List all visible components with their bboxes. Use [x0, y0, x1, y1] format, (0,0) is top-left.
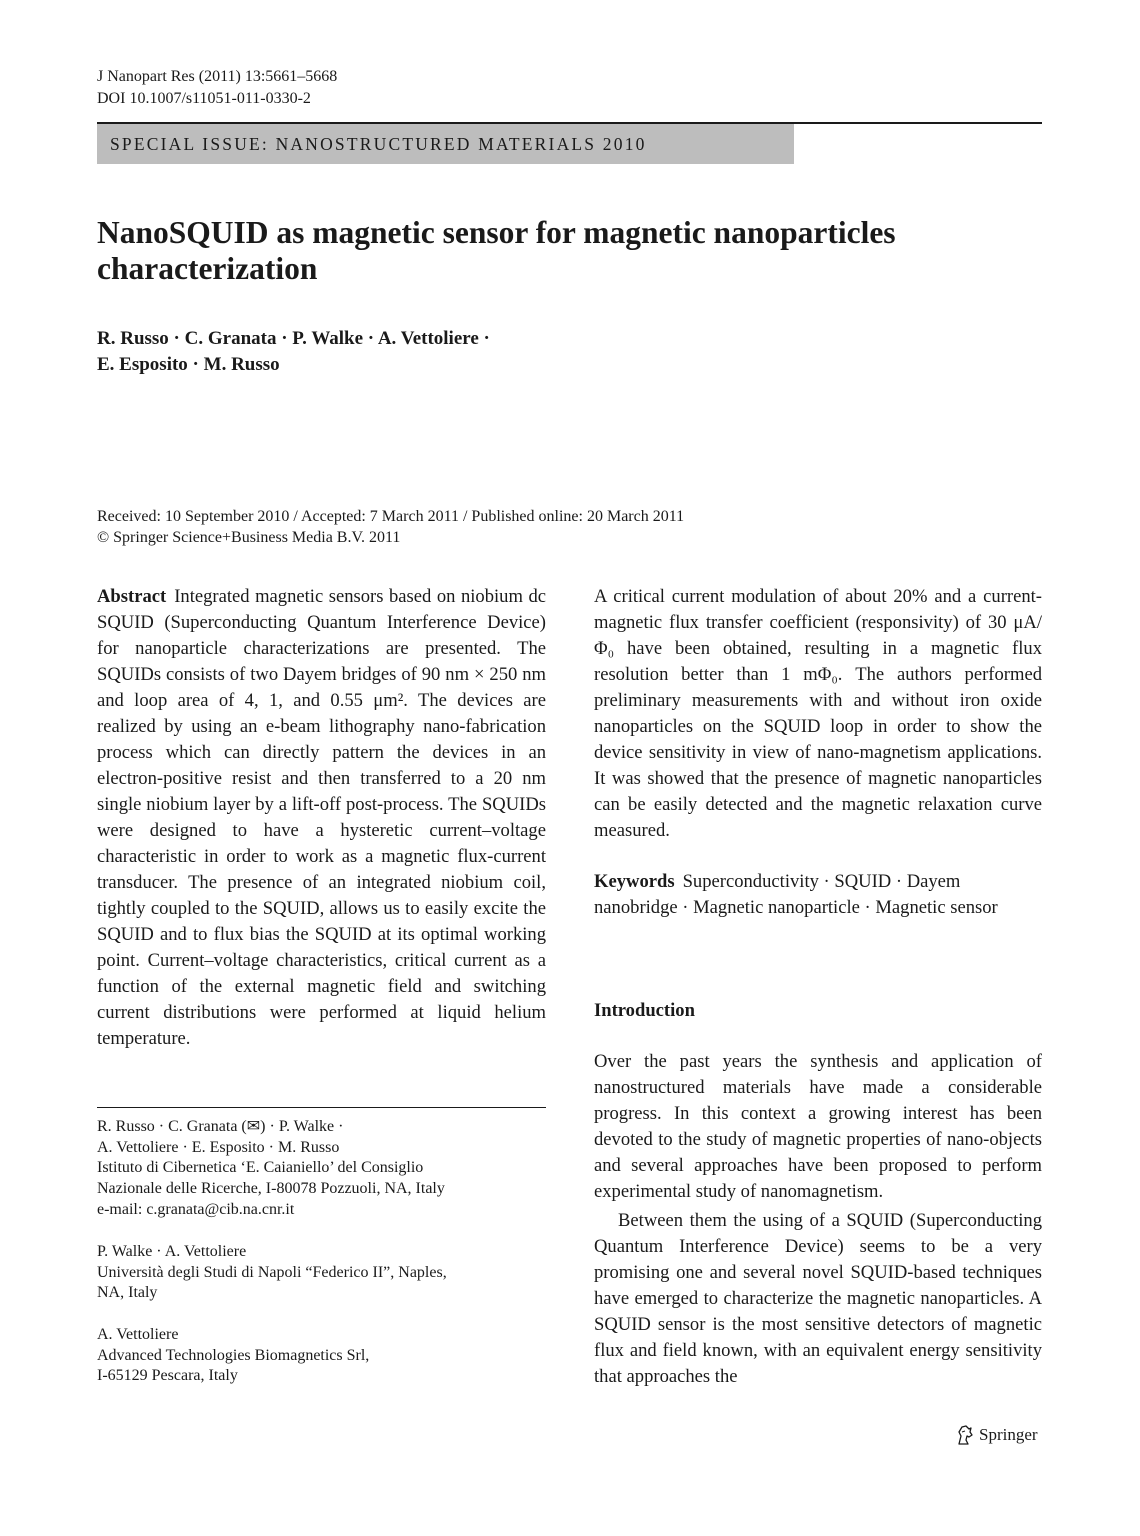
abstract-continuation-text: A critical current modulation of about 20% and a current-magnetic flux transfer coefficient (responsivity) of 30 μA/Φ₀ have been obtained, resulting in a magnetic flux resolution better than 1 mΦ₀. The authors performed preliminary measurements with and without iron oxide nanoparticles on the SQUID loop in order to show the device sensitivity in view of nano-magnetism applications. It was showed that the presence of magnetic nanoparticles can be easily detected and the magnetic relaxation curve measured. — [594, 586, 1042, 841]
abstract-label: Abstract — [97, 586, 167, 607]
article-title — [97, 215, 1037, 287]
affiliation-line: Università degli Studi di Napoli “Federico II”, Naples, — [97, 1263, 447, 1281]
introduction-heading: Introduction — [594, 1000, 695, 1021]
abstract — [97, 584, 546, 1052]
affiliation-line: I-65129 Pescara, Italy — [97, 1367, 238, 1385]
authors-line-2: E. Esposito · M. Russo — [97, 354, 280, 375]
abstract-text: Integrated magnetic sensors based on niobium dc SQUID (Superconducting Quantum Interference Device) for nanoparticle characterizations are presented. The SQUIDs consists of two Dayem bridges of 90 nm × 250 nm and loop area of 4, 1, and 0.55 μm². The devices are realized by using an e-beam lithography nano-fabrication process which can directly pattern the devices in an electron-positive resist and then transferred to a 20 nm single niobium layer by a lift-off post-process. The SQUIDs were designed to have a hysteretic current–voltage characteristic in order to work as a magnetic flux-current transducer. The presence of an integrated niobium coil, tightly coupled to the SQUID, allows us to easily excite the SQUID and to flux bias the SQUID at its optimal working point. Current–voltage characteristics, critical current as a function of the external magnetic field and switching current distributions were performed at liquid helium temperature. — [97, 586, 546, 1049]
keywords-text: Superconductivity · SQUID · Dayem nanobridge · Magnetic nanoparticle · Magnetic sensor — [594, 871, 998, 918]
special-issue-banner: SPECIAL ISSUE: NANOSTRUCTURED MATERIALS 2010 — [97, 124, 794, 164]
journal-header — [97, 66, 337, 110]
affiliation-line: Advanced Technologies Biomagnetics Srl, — [97, 1346, 370, 1364]
footnote-rule — [97, 1107, 546, 1108]
introduction-paragraph-1: Over the past years the synthesis and application of nanostructured materials have made a considerable progress. In this context a growing interest has been devoted to the study of magnetic properties of nano-objects and several approaches have been proposed to perform experimental study of nanomagnetism. — [594, 1051, 1042, 1202]
affiliation-block-2 — [97, 1242, 546, 1304]
title-line-1: NanoSQUID as magnetic sensor for magnetic nanoparticles — [97, 215, 896, 250]
authors-line-1: R. Russo · C. Granata · P. Walke · A. Vettoliere · — [97, 328, 490, 349]
keywords-label: Keywords — [594, 871, 675, 892]
affiliation-email[interactable]: e-mail: c.granata@cib.na.cnr.it — [97, 1200, 295, 1218]
affiliation-block-3 — [97, 1325, 546, 1387]
introduction-paragraph-2: Between them the using of a SQUID (Superconducting Quantum Interference Device) seems to be a very promising one and several novel SQUID-based techniques have emerged to characterize the magnetic nanoparticles. A SQUID sensor is the most sensitive detectors of magnetic flux and field known, with an equivalent energy sensitivity that approaches the — [594, 1210, 1042, 1387]
springer-horse-icon — [955, 1424, 975, 1446]
affiliation-line: A. Vettoliere — [97, 1326, 179, 1343]
introduction-body — [594, 1049, 1042, 1390]
affiliation-line: P. Walke · A. Vettoliere — [97, 1243, 247, 1260]
copyright-notice: © Springer Science+Business Media B.V. 2011 — [97, 529, 401, 546]
publication-dates — [97, 506, 684, 548]
author-list — [97, 326, 490, 378]
journal-citation: J Nanopart Res (2011) 13:5661–5668 — [97, 68, 338, 85]
publisher-logo — [955, 1424, 1038, 1446]
abstract-continuation — [594, 584, 1042, 844]
title-line-2: characterization — [97, 251, 318, 286]
affiliation-line: Istituto di Cibernetica ‘E. Caianiello’ del Consiglio — [97, 1159, 424, 1177]
date-history: Received: 10 September 2010 / Accepted: 7 March 2011 / Published online: 20 March 2011 — [97, 508, 685, 525]
affiliation-line: A. Vettoliere · E. Esposito · M. Russo — [97, 1138, 340, 1156]
affiliation-block-1 — [97, 1117, 546, 1221]
affiliation-line: Nazionale delle Ricerche, I-80078 Pozzuoli, NA, Italy — [97, 1180, 445, 1198]
publisher-name: Springer — [979, 1425, 1038, 1444]
journal-doi: DOI 10.1007/s11051-011-0330-2 — [97, 90, 311, 107]
affiliation-line: R. Russo · C. Granata (✉) · P. Walke · — [97, 1118, 344, 1135]
keywords — [594, 869, 1042, 921]
affiliation-line: NA, Italy — [97, 1284, 158, 1302]
